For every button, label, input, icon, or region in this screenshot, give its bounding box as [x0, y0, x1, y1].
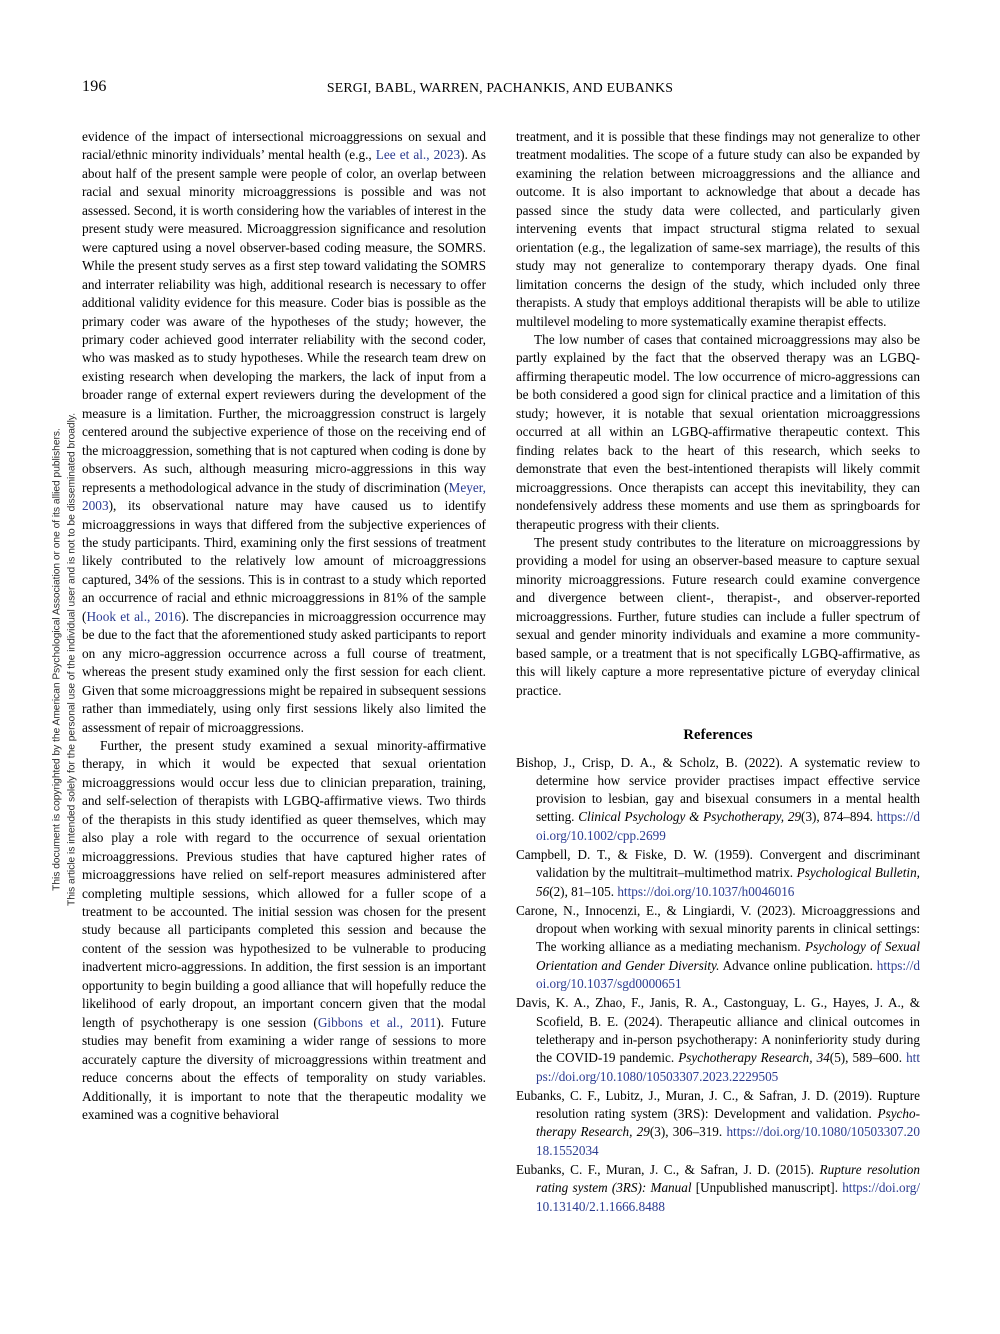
text-run: ), its observational nature may have caused us to identify microaggressions in ways that differed from the subjective experiences of the study participants. Third, examining only the first sessions of treatment likely contributed to the relatively low amount of microaggressions captured, 34% of the sessions. This is in contrast to a study which reported an occurrence of racial and ethnic microaggressions in 81% of the sample ( [82, 498, 486, 624]
text-run: Eubanks, C. F., Lubitz, J., Muran, J. C., & Safran, J. D. (2019). Rupture resolution rating system (3RS): Development and validation. [516, 1087, 920, 1122]
text-run: ). The discrepancies in microaggression occurrence may be due to the fact that the aforementioned study asked participants to report on any micro-aggression occurrence across a full course of treatment, whereas the present study examined only the first session for each client. Given that some microaggressions might be repaired in subsequent sessions rather than immediately, using only first sessions likely also limited the assessment of repair of microaggressions. [82, 608, 486, 735]
references-heading: References [683, 727, 753, 744]
citation-link[interactable]: Meyer, 2003 [82, 479, 486, 514]
text-run: Further, the present study examined a sexual minority-affirmative therapy, in which it would be expected that sexual orientation microaggressions would occur less due to clinician preparation, training, and self-selection of therapists with LGBQ-affirmative views. Two thirds of the therapists in this study identified as queer themselves, which may also play a role with regard to the occurrence of sexual orientation microaggressions. Previous studies that have captured higher rates of microaggressions have relied on self-report measures administered after completing multiple sessions, which allowed for a fuller scope of a treatment to be accounted. The initial session was chosen for the present study because all participants completed this session and because the content of the session was hypothesized to be vulnerable to producing inadvertent micro-aggressions. In addition, the first session is an important opportunity to begin building a good alliance that will hopefully reduce the likelihood of early dropout, an important concern given that the modal length of psychotherapy is one session ( [82, 737, 486, 1030]
copyright-notice [51, 280, 80, 1040]
reference-entry [516, 846, 920, 901]
text-run: Eubanks, C. F., Muran, J. C., & Safran, J. D. (2015). [516, 1162, 820, 1178]
right-column [516, 128, 920, 1217]
reference-entry [516, 902, 920, 993]
italic-text: Psycho-therapy Research, 29 [536, 1106, 920, 1140]
body-paragraph [516, 128, 920, 331]
reference-entry [516, 754, 920, 845]
italic-text: Rupture resolution rating system (3RS): Manual [536, 1162, 920, 1196]
text-run: (3), 874–894. [801, 809, 877, 825]
doi-link[interactable]: https://doi.org/10.1002/cpp.2699 [536, 809, 920, 843]
body-paragraph [82, 128, 486, 737]
copyright-notice-line-2: This article is intended solely for the personal use of the individual user and is not to be disseminated broadly. [66, 412, 77, 907]
article-body [82, 128, 920, 1258]
text-run: Carone, N., Innocenzi, E., & Lingiardi, V. (2023). Microaggressions and dropout when working with sexual minority parents in clinical settings: The working alliance as a mediating mechanism. [516, 902, 920, 955]
body-paragraph [516, 331, 920, 534]
text-run: (3), 306–319. [649, 1124, 727, 1140]
italic-text: Psychological Bulletin, 56 [536, 865, 920, 899]
body-paragraph [82, 737, 486, 1125]
reference-entry [516, 1161, 920, 1216]
running-head [0, 78, 1000, 100]
text-run: Bishop, J., Crisp, D. A., & Scholz, B. (2022). A systematic review to determine how service provider practises impact effective service provision to lesbian, gay and bisexual consumers in a mental health setting. [516, 754, 920, 825]
text-run: Campbell, D. T., & Fiske, D. W. (1959). Convergent and discriminant validation by the multitrait–multimethod matrix. [516, 846, 920, 881]
text-run: treatment, and it is possible that these findings may not generalize to other treatment modalities. The scope of a future study can also be expanded by examining the relation between microaggressions and the alliance and outcome. It is also important to acknowledge that about a decade has passed since the study data were collected, and particularly given intervening events that impact structural stigma related to sexual orientation (e.g., the legalization of same-sex marriage), the results of this study may not generalize to contemporary therapy dyads. One final limitation concerns the design of the study, which included only three therapists. A study that employs additional therapists will be able to utilize multilevel modeling to more systematically examine therapist effects. [516, 129, 920, 329]
citation-link[interactable]: Gibbons et al., 2011 [317, 1014, 437, 1030]
text-run: ). As about half of the present sample were people of color, an overlap between racial and sexual minority microaggressions is possible and was not assessed. Second, it is worth considering how the variables of interest in the present study were measured. Microaggression significance and resolution were captured using a novel observer-based coding measure, the SOMRS. While the present study serves as a first step toward validating the SOMRS and interrater reliability was high, additional research is necessary to offer additional validity evidence for this measure. Coder bias is possible as the primary coder was aware of the hypotheses of the study; however, the primary coder achieved good interrater reliability with the second coder, who was masked as to study hypotheses. While the research team drew on existing research when developing the markers, the lack of input from a broader range of external expert reviewers during the development of the measure is a limitation. Further, the microaggression construct is largely centered around the subjective experience of those on the receiving end of the microaggression, something that is not captured when coding is done by observers. As such, although measuring micro-aggressions in this way represents a methodological advance in the study of discrimination ( [82, 147, 486, 495]
page-number: 196 [82, 78, 107, 95]
text-run: Advance online publication. [719, 957, 877, 973]
doi-link[interactable]: https://doi.org/10.1037/h0046016 [617, 883, 795, 899]
doi-link[interactable]: https://doi.org/10.1080/10503307.2023.2229505 [536, 1050, 920, 1084]
citation-link[interactable]: Hook et al., 2016 [86, 608, 182, 624]
italic-text: Psychology of Sexual Orientation and Gender Diversity. [536, 939, 920, 973]
citation-link[interactable]: Lee et al., 2023 [375, 147, 461, 163]
text-run: ). Future studies may benefit from examining a wider range of sessions to more accurately capture the diversity of microaggressions within treatment and reduce concerns about the effects of temporality on study variables. Additionally, it is important to note that the therapeutic modality we examined was a cognitive behavioral [82, 1014, 486, 1123]
reference-entry [516, 1087, 920, 1160]
body-paragraph [516, 534, 920, 700]
copyright-notice-line-1: This document is copyrighted by the American Psychological Association or one of its allied publishers. [51, 428, 63, 891]
text-run: evidence of the impact of intersectional microaggressions on sexual and racial/ethnic minority individuals’ mental health (e.g., [82, 129, 486, 163]
doi-link[interactable]: https://doi.org/10.1080/10503307.2018.1552034 [536, 1124, 920, 1158]
italic-text: Psychotherapy Research, 34 [678, 1050, 830, 1066]
text-run: The low number of cases that contained microaggressions may also be partly explained by the fact that the observed therapy was an LGBQ-affirming therapeutic model. The low occurrence of micro-aggressions can be both considered a good sign for clinical practice and a limitation of this study; however, it is notable that sexual orientation microaggressions occurred at all within an LGBQ-affirmative therapeutic context. This finding relates back to the heart of this research, which seeks to demonstrate that even the best-intentioned therapists will likely commit microaggressions. Once therapists can accept this inevitability, they can nondefensively address these moments and use them as springboards for therapeutic progress with their clients. [516, 331, 920, 532]
text-run: [Unpublished manuscript]. [691, 1180, 843, 1196]
doi-link[interactable]: https://doi.org/10.1037/sgd0000651 [536, 957, 921, 992]
text-run: Davis, K. A., Zhao, F., Janis, R. A., Castonguay, L. G., Hayes, J. A., & Scofield, B. E. (2024). Therapeutic alliance and clinical outcomes in teletherapy and in-person psychotherapy: A noninferiority study during the COVID-19 pandemic. [516, 995, 920, 1066]
italic-text: Clinical Psychology & Psychotherapy, 29 [578, 809, 802, 825]
running-head-title: SERGI, BABL, WARREN, PACHANKIS, AND EUBANKS [326, 80, 674, 95]
text-run: (2), 81–105. [549, 883, 618, 899]
reference-entry [516, 994, 920, 1085]
text-run: (5), 589–600. [829, 1050, 907, 1066]
doi-link[interactable]: https://doi.org/10.13140/2.1.1666.8488 [536, 1180, 920, 1214]
text-run: The present study contributes to the literature on microaggressions by providing a model for using an observer-based measure to capture sexual minority microaggressions. Future research could examine convergence and divergence between client-, therapist-, and observer-reported microaggressions. Further, future studies can include a fuller spectrum of sexual and gender minority individuals and examine a more community-based sample, or a treatment that is not specifically LGBQ-affirmative, as this will likely capture a more representative picture of everyday clinical practice. [516, 534, 920, 698]
left-column [82, 128, 486, 1124]
